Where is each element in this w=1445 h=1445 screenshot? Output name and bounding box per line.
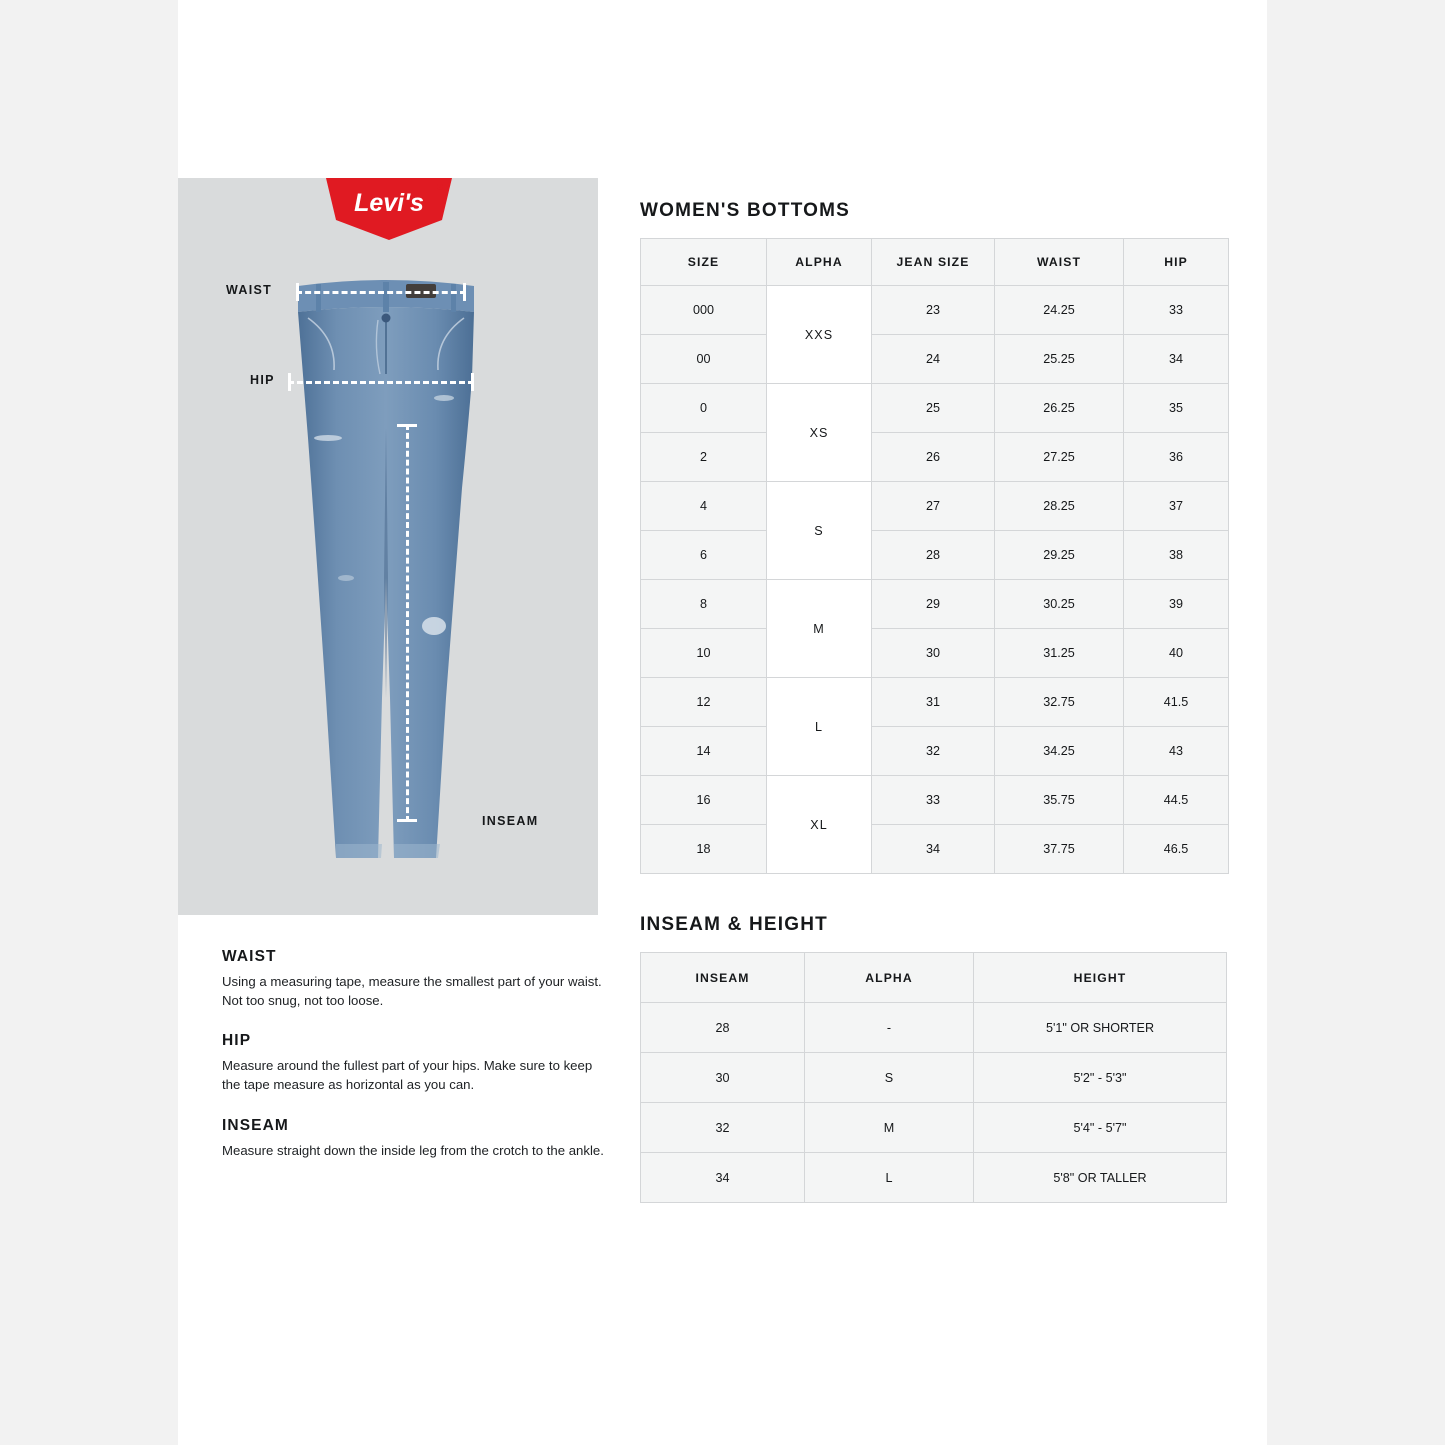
cell-size: 8 <box>641 580 767 629</box>
cell-jean-size: 24 <box>872 335 995 384</box>
cell-hip: 43 <box>1124 727 1229 776</box>
cell-jean-size: 25 <box>872 384 995 433</box>
cell-size: 000 <box>641 286 767 335</box>
table-row <box>641 1053 1227 1103</box>
header-height: HEIGHT <box>974 953 1227 1003</box>
cell-jean-size: 29 <box>872 580 995 629</box>
cell-inseam: 34 <box>641 1153 805 1203</box>
header-alpha: ALPHA <box>767 239 872 286</box>
cell-waist: 27.25 <box>995 433 1124 482</box>
cell-waist: 24.25 <box>995 286 1124 335</box>
inseam-measure-line <box>406 424 409 822</box>
instruction-heading-inseam: INSEAM <box>222 1116 289 1134</box>
table-row <box>641 580 1229 629</box>
cell-height: 5'8" OR TALLER <box>974 1153 1227 1203</box>
cell-hip: 44.5 <box>1124 776 1229 825</box>
cell-size: 18 <box>641 825 767 874</box>
cell-inseam: 30 <box>641 1053 805 1103</box>
jeans-illustration <box>286 278 486 878</box>
cell-waist: 30.25 <box>995 580 1124 629</box>
table-row <box>641 1003 1227 1053</box>
cell-alpha: M <box>767 580 872 678</box>
svg-text:®: ® <box>436 182 444 192</box>
table-row <box>641 335 1229 384</box>
hip-tick-left <box>288 373 291 391</box>
cell-size: 14 <box>641 727 767 776</box>
inseam-label: INSEAM <box>482 814 539 828</box>
cell-alpha: - <box>805 1003 974 1053</box>
cell-waist: 34.25 <box>995 727 1124 776</box>
waist-measure-line <box>296 291 466 294</box>
table-row <box>641 776 1229 825</box>
cell-size: 4 <box>641 482 767 531</box>
instruction-body-inseam: Measure straight down the inside leg from the crotch to the ankle. <box>222 1142 604 1158</box>
left-column <box>178 178 604 1158</box>
waist-tick-left <box>296 283 299 301</box>
measuring-instructions <box>222 948 612 1161</box>
instruction-heading-hip: HIP <box>222 1032 252 1050</box>
cell-waist: 29.25 <box>995 531 1124 580</box>
cell-waist: 35.75 <box>995 776 1124 825</box>
cell-hip: 33 <box>1124 286 1229 335</box>
table-row <box>641 678 1229 727</box>
cell-waist: 28.25 <box>995 482 1124 531</box>
table-row <box>641 286 1229 335</box>
cell-hip: 36 <box>1124 433 1229 482</box>
cell-waist: 37.75 <box>995 825 1124 874</box>
cell-hip: 41.5 <box>1124 678 1229 727</box>
cell-height: 5'4" - 5'7" <box>974 1103 1227 1153</box>
cell-alpha: S <box>805 1053 974 1103</box>
cell-alpha: XL <box>767 776 872 874</box>
levis-logo <box>322 178 456 240</box>
waist-tick-right <box>463 283 466 301</box>
cell-hip: 34 <box>1124 335 1229 384</box>
inseam-height-title: INSEAM & HEIGHT <box>640 914 828 935</box>
cell-alpha: XS <box>767 384 872 482</box>
table-row <box>641 1153 1227 1203</box>
header-inseam: INSEAM <box>641 953 805 1003</box>
cell-jean-size: 31 <box>872 678 995 727</box>
cell-jean-size: 26 <box>872 433 995 482</box>
cell-size: 10 <box>641 629 767 678</box>
table-row <box>641 727 1229 776</box>
instruction-heading-waist: WAIST <box>222 948 277 965</box>
cell-alpha: S <box>767 482 872 580</box>
waist-label: WAIST <box>226 283 273 297</box>
svg-text:Levi's: Levi's <box>354 189 424 217</box>
cell-size: 2 <box>641 433 767 482</box>
table-row <box>641 482 1229 531</box>
cell-hip: 38 <box>1124 531 1229 580</box>
inseam-tick-bottom <box>397 819 417 822</box>
table-row <box>641 1103 1227 1153</box>
cell-jean-size: 34 <box>872 825 995 874</box>
cell-height: 5'1" OR SHORTER <box>974 1003 1227 1053</box>
cell-size: 12 <box>641 678 767 727</box>
cell-hip: 40 <box>1124 629 1229 678</box>
cell-inseam: 32 <box>641 1103 805 1153</box>
cell-alpha: L <box>805 1153 974 1203</box>
cell-size: 0 <box>641 384 767 433</box>
cell-jean-size: 32 <box>872 727 995 776</box>
cell-alpha: XXS <box>767 286 872 384</box>
table-row <box>641 384 1229 433</box>
cell-jean-size: 30 <box>872 629 995 678</box>
table-row <box>641 433 1229 482</box>
womens-bottoms-title: WOMEN'S BOTTOMS <box>640 200 851 221</box>
cell-waist: 32.75 <box>995 678 1124 727</box>
instruction-body-waist: Using a measuring tape, measure the smallest part of your waist. Not too snug, not too loose. <box>222 974 602 1008</box>
cell-waist: 31.25 <box>995 629 1124 678</box>
cell-inseam: 28 <box>641 1003 805 1053</box>
table-row <box>641 825 1229 874</box>
inseam-tick-top <box>397 424 417 427</box>
table-header-row <box>641 953 1227 1003</box>
cell-hip: 35 <box>1124 384 1229 433</box>
cell-jean-size: 27 <box>872 482 995 531</box>
jeans-diagram-panel <box>178 178 598 915</box>
table-row <box>641 531 1229 580</box>
cell-hip: 39 <box>1124 580 1229 629</box>
header-size: SIZE <box>641 239 767 286</box>
womens-bottoms-table <box>640 238 1229 874</box>
size-guide-page <box>178 0 1267 1445</box>
table-row <box>641 629 1229 678</box>
inseam-height-table <box>640 952 1227 1203</box>
hip-tick-right <box>471 373 474 391</box>
cell-height: 5'2" - 5'3" <box>974 1053 1227 1103</box>
table-header-row <box>641 239 1229 286</box>
cell-waist: 25.25 <box>995 335 1124 384</box>
hip-measure-line <box>288 381 474 384</box>
header-jean-size: JEAN SIZE <box>872 239 995 286</box>
cell-alpha: M <box>805 1103 974 1153</box>
cell-alpha: L <box>767 678 872 776</box>
right-column <box>640 200 1223 1203</box>
cell-size: 6 <box>641 531 767 580</box>
cell-waist: 26.25 <box>995 384 1124 433</box>
section-spacer <box>640 874 1223 914</box>
instruction-body-hip: Measure around the fullest part of your hips. Make sure to keep the tape measure as horizontal as you can. <box>222 1058 593 1093</box>
cell-hip: 46.5 <box>1124 825 1229 874</box>
cell-size: 00 <box>641 335 767 384</box>
header-alpha: ALPHA <box>805 953 974 1003</box>
cell-jean-size: 33 <box>872 776 995 825</box>
cell-jean-size: 23 <box>872 286 995 335</box>
cell-jean-size: 28 <box>872 531 995 580</box>
header-waist: WAIST <box>995 239 1124 286</box>
header-hip: HIP <box>1124 239 1229 286</box>
cell-size: 16 <box>641 776 767 825</box>
hip-label: HIP <box>250 373 275 387</box>
cell-hip: 37 <box>1124 482 1229 531</box>
